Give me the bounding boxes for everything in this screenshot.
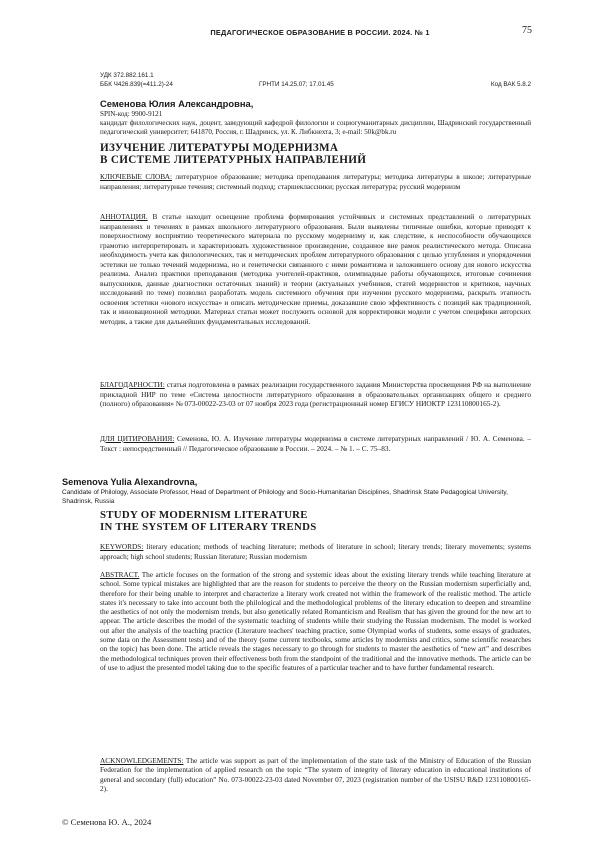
keywords-ru xyxy=(100,172,531,191)
acknowledgements-ru xyxy=(100,380,531,409)
running-head: ПЕДАГОГИЧЕСКОЕ ОБРАЗОВАНИЕ В РОССИИ. 2024. № 1 xyxy=(210,28,430,37)
author-name-ru: Семенова Юлия Александровна, xyxy=(100,98,254,109)
classification-codes xyxy=(100,72,173,89)
citation-ru xyxy=(100,434,531,453)
copyright-notice: © Семенова Ю. А., 2024 xyxy=(62,817,152,827)
keywords-en-text: literary education; methods of teaching literature; methods of literature in school; literary trends; literary movements; systems approach; high school students; Russian literature; Russian modernism xyxy=(100,542,531,561)
abstract-en xyxy=(100,570,531,672)
author-affiliation-ru: кандидат филологических наук, доцент, заведующий кафедрой филологии и социогуманитарных дисциплин, Шадринский государственный педагогический университет; 641870, Россия, г. Шадринск, ул. К. Либкнехта, 3; e-mail: 50k@bk.ru xyxy=(100,119,531,137)
abstract-en-text: The article focuses on the formation of the strong and systemic ideas about the existing literary trends while teaching literature at school. Some typical mistakes are highlighted that are the reason for students to perceive the theory on the Russian modernism superficially and, therefore for their being unable to interpret and characterize a literary work created not within the framework of the realistic method. The article states it's necessary to take into account both the philological and the methodological problems of the literary education to deepen and streamline the aesthetics of not only the modernism trends, but also genetically related Romanticism and Realism that has given the ground for the new art to appear. The article describes the model of the systematic teaching of students while their studying the Russian modernism. The model is worked out after the analysis of the teaching practice (Literature teachers' teaching practice, some Olympiad works of students, some essays of graduates, some data on the Assessment tests) and of the theory (some current textbooks, some articles by modernists and critics, some scientific researches on the topic) has been done. The article reveals the stages necessary to go through for students to master the aesthetics of “new art” and describes the methodological techniques proven their effectiveness both from the standpoint of the traditional and the innovative methods. The article can be of use to adjust the presented model taking due to the specific features of a particular teacher and to have further fundamental research. xyxy=(100,570,531,672)
abstract-ru xyxy=(100,212,531,326)
author-name-en: Semenova Yulia Alexandrovna, xyxy=(62,477,198,487)
keywords-en-label: KEYWORDS: xyxy=(100,542,144,551)
acknowledgements-ru-text: статья подготовлена в рамках реализации государственного задания Министерства просвещения РФ на выполнение прикладной НИР по теме «Система целостности литературного образования в образовательных организациях общего и среднего (полного) образования» № 073-00022-23-03 от 07 ноября 2023 года (регистрационный номер ЕГИСУ НИОКТР 123110800165-2). xyxy=(100,380,531,408)
vak-code: Код ВАК 5.8.2 xyxy=(490,81,531,88)
abstract-en-label: ABSTRACT. xyxy=(100,570,140,579)
udc-code: УДК 372.882.161.1 xyxy=(100,72,154,79)
title-ru-line-1: ИЗУЧЕНИЕ ЛИТЕРАТУРЫ МОДЕРНИЗМА xyxy=(100,142,339,154)
citation-ru-label: ДЛЯ ЦИТИРОВАНИЯ: xyxy=(100,434,175,443)
title-ru-line-2: В СИСТЕМЕ ЛИТЕРАТУРНЫХ НАПРАВЛЕНИЙ xyxy=(100,154,367,166)
spin-code: SPIN-код: 9900-9121 xyxy=(100,110,163,118)
citation-ru-text: Семенова, Ю. А. Изучение литературы модернизма в системе литературных направлений / Ю. А. Семенова. – Текст : непосредственный // Педагогическое образование в России. – 2024. – № 1. – С. 75–83. xyxy=(100,434,531,453)
keywords-ru-text: литературное образование; методика преподавания литературы; методика литературы в школе; литературные направления; литературные течения; системный подход; старшеклассники; русская литература; русский модернизм xyxy=(100,172,532,191)
keywords-en xyxy=(100,542,531,561)
bbk-code: ББК Ч426.839(=411.2)-24 xyxy=(100,80,173,88)
acknowledgements-en-label: ACKNOWLEDGEMENTS: xyxy=(100,756,184,765)
author-affiliation-en: Candidate of Philology, Associate Professor, Head of Department of Philology and Socio-Humanitarian Disciplines, Shadrinsk State Pedagogical University, Shadrinsk, Russia xyxy=(62,489,508,505)
acknowledgements-en xyxy=(100,756,531,794)
article-title-en xyxy=(100,510,531,533)
title-en-line-1: STUDY OF MODERNISM LITERATURE xyxy=(100,509,308,521)
abstract-ru-label: АННОТАЦИЯ. xyxy=(100,212,148,221)
abstract-ru-text: В статье находит освещение проблема формирования устойчивых и системных представлений о литературных направлениях и течениях в рамках школьного литературного образования. Были выявлены типичные ошибки, которые приводят к поверхностному восприятию теоретического материала по русскому модернизму и, как следствие, к неспособности обучающихся грамотно интерпретировать и характеризовать художественное произведение, созданное вне рамок реалистического метода. Описана необходимость учета как филологических, так и методических проблем литературного образования с целью углубления и упорядочения эстетики не только течений модернизма, но и генетически связанного с ними романтизма и заложившего основу для нового искусства реализма. Анализ практики преподавания (методика учителей-практиков, олимпиадные работы обучающихся, итоговые сочинения выпускников, данные диагностики остаточных знаний) и теории (актуальных учебников, статей модернистов и критиков, научных исследований по теме) позволил разработать модель системного обучения при изучении русского модернизма, раскрыть этапность освоения эстетики «нового искусства» и описать методические приемы, доказавшие свою эффективность с позиций как традиционной, так и инновационной методики. Материал статьи может послужить основой для корректировки модели с учетом специфики авторских методик, а также для дальнейших фундаментальных исследований. xyxy=(100,212,531,326)
acknowledgements-en-text: The article was support as part of the implementation of the state task of the Ministry of Education of the Russian Federation for the implementation of applied research on the topic “The system of integrity of literary education in educational institutions of general and secondary (full) education” No. 073-00022-23-03 dated November 07, 2023 (registration number of the USISU R&D 123110800165-2). xyxy=(100,756,531,794)
page-number: 75 xyxy=(522,25,532,36)
title-en-line-2: IN THE SYSTEM OF LITERARY TRENDS xyxy=(100,520,317,533)
keywords-ru-label: КЛЮЧЕВЫЕ СЛОВА: xyxy=(100,172,173,181)
grnti-code: ГРНТИ 14.25.07; 17.01.45 xyxy=(259,81,334,88)
acknowledgements-ru-label: БЛАГОДАРНОСТИ: xyxy=(100,380,165,389)
article-title-ru xyxy=(100,142,531,166)
